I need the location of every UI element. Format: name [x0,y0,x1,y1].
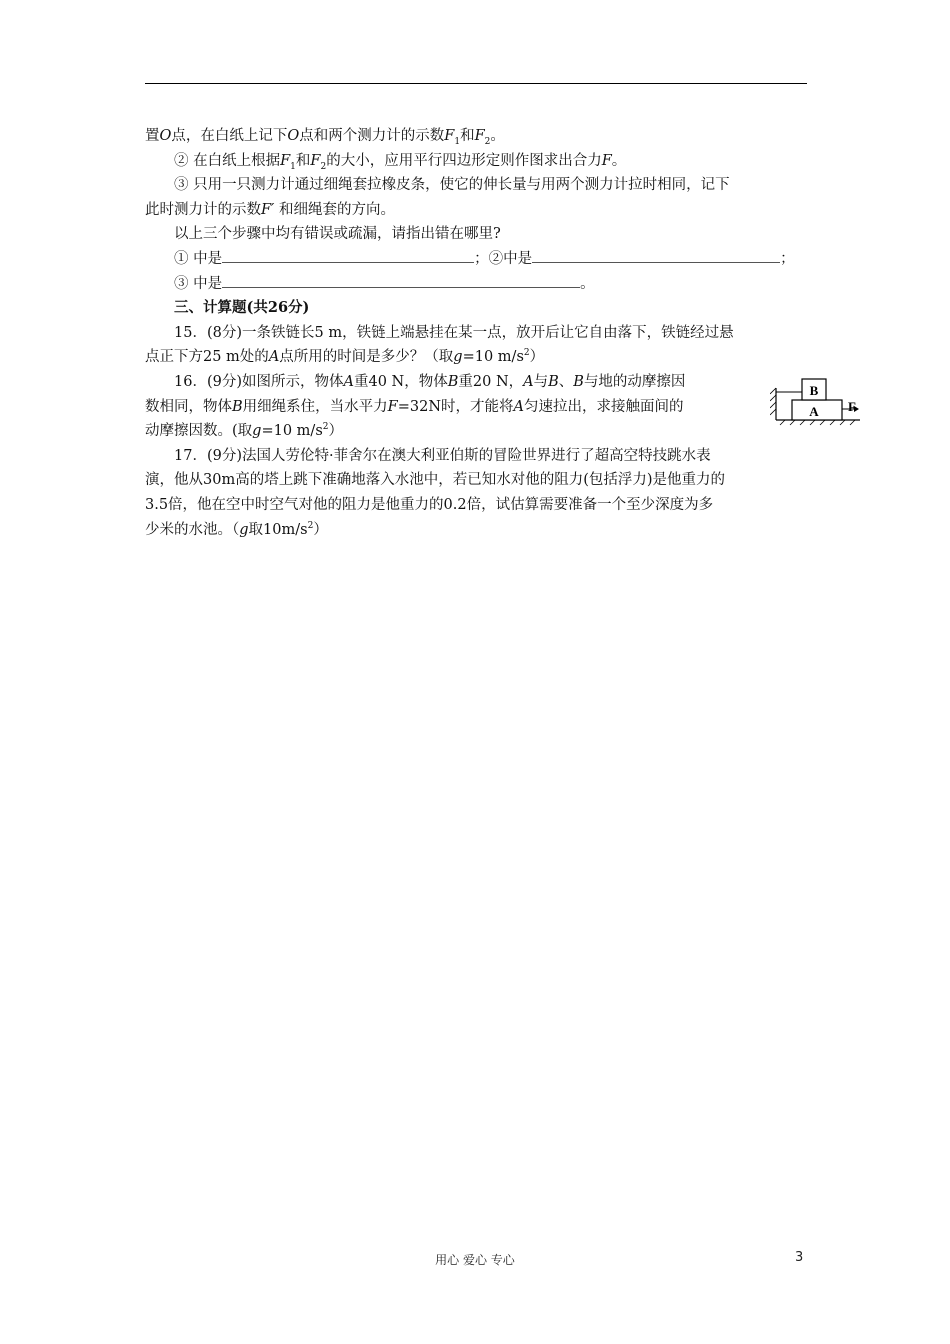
answer-line-1: ① 中是 ；②中是 ； [145,247,807,272]
header-rule [145,83,807,84]
q15-line1: 15．(8分)一条铁链长5 m，铁链上端悬挂在某一点，放开后让它自由落下，铁链经过悬 [174,324,734,341]
answer-blank-3[interactable] [222,272,580,288]
label-f: F [848,399,856,414]
label-b: B [809,383,819,398]
ground [776,420,860,425]
answer-line-3: ③ 中是 。 [145,272,807,297]
label-a: A [809,404,819,419]
q16-line1: 16．(9分)如图所示，物体A重40 N，物体B重20 N，A与B、B与地的动摩擦因 [174,373,686,390]
q17-line4: 少米的水池。（g取$10m/s^2$） [145,520,328,538]
q15-line2: 点正下方25 m处的A点所用的时间是多少？（取g=10 $m/s^2$） [145,348,545,366]
q16-line2: 数相同，物体B用细绳系住，当水平力F=32N时，才能将A匀速拉出，求接触面间的 [145,398,684,415]
step3-line2: 此时测力计的示数F′ 和细绳套的方向。 [145,201,395,218]
answer-blank-1[interactable] [222,247,474,263]
step3-line1: ③ 只用一只测力计通过细绳套拉橡皮条，使它的伸长量与用两个测力计拉时相同，记下 [174,177,730,194]
q17-line1: 17．(9分)法国人劳伦特·菲舍尔在澳大利亚伯斯的冒险世界进行了超高空特技跳水表 [174,447,711,464]
document-body [145,124,807,542]
answer-blank-2[interactable] [532,247,780,263]
question-prompt: 以上三个步骤中均有错误或疏漏，请指出错在哪里? [174,226,501,243]
q17-line2: 演，他从30m高的塔上跳下准确地落入水池中，若已知水对他的阻力(包括浮力)是他重力的 [145,472,726,489]
section-title: 三、计算题(共26分) [174,299,310,317]
step2: ② 在白纸上根据$F_1$和$F_2$的大小，应用平行四边形定则作图求出合力F。 [174,152,627,172]
q17-line3: 3.5倍，他在空中时空气对他的阻力是他重力的0.2倍，试估算需要准备一个至少深度为多 [145,496,714,513]
page-footer: 用心 爱心 专心 [435,1253,515,1267]
q16-line3: 动摩擦因数。(取g=10 $m/s^2$） [145,422,343,440]
step1-continuation: 置O点，在白纸上记下O点和两个测力计的示数$F_1$和$F_2$。 [145,128,505,147]
page-number: 3 [795,1250,804,1265]
wall [770,388,776,420]
block-diagram [770,376,862,428]
